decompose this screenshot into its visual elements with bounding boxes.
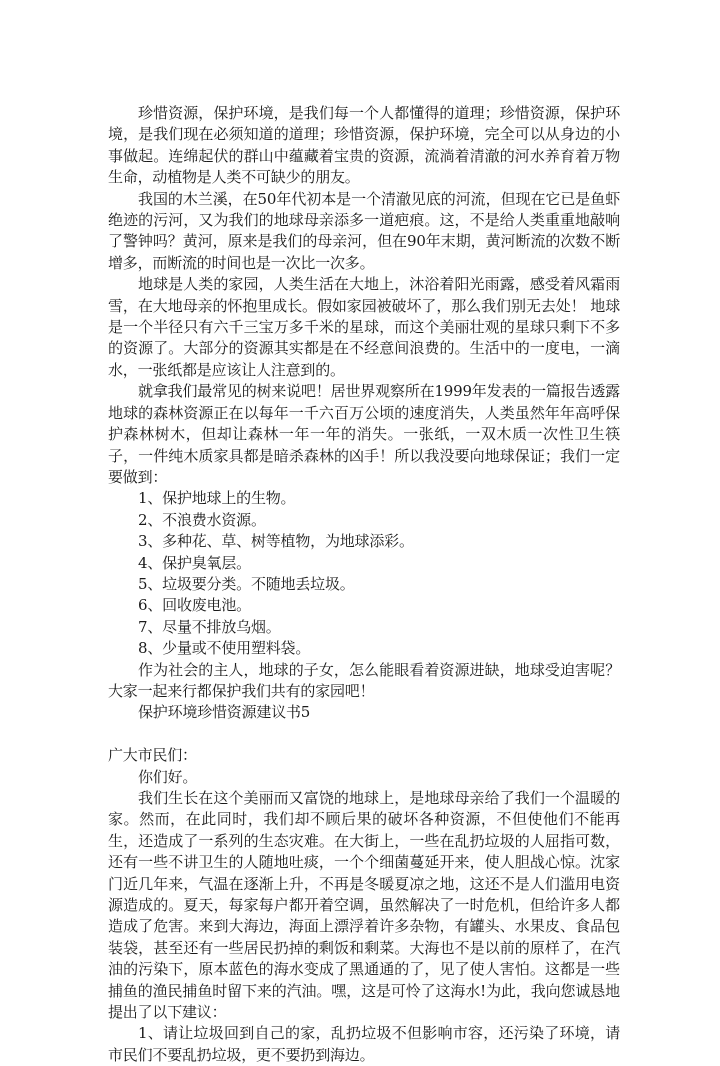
paragraph-2: 我国的木兰溪，在50年代初本是一个清澈见底的河流，但现在它已是鱼虾绝迹的污河，又为我们的地球母亲添多一道疤痕。这，不是给人类重重地敲响了警钟吗？黄河，原来是我们的母亲河，但在90年末期，黄河断流的次数不断增多，而断流的时间也是一次比一次多。 xyxy=(108,189,620,272)
greeting: 你们好。 xyxy=(138,767,198,786)
blank-line xyxy=(108,724,620,745)
pledge-list xyxy=(108,488,620,659)
list-item: 8、少量或不使用塑料袋。 xyxy=(138,639,311,658)
list-item: 7、尽量不排放乌烟。 xyxy=(138,617,281,636)
closing-paragraph: 作为社会的主人，地球的子女，怎么能眼看着资源进缺，地球受迫害呢？大家一起来行都保护我们共有的家园吧！ xyxy=(108,660,620,700)
section-title: 保护环境珍惜资源建议书5 xyxy=(138,703,311,722)
document-page xyxy=(108,103,620,1066)
list-item: 6、回收废电池。 xyxy=(138,596,251,615)
list-item: 2、不浪费水资源。 xyxy=(138,510,266,529)
paragraph-5: 我们生长在这个美丽而又富饶的地球上，是地球母亲给了我们一个温暖的家。然而，在此同时，我们却不顾后果的破坏各种资源，不但使他们不能再生，还造成了一系列的生态灾难。在大街上，一些在乱扔垃圾的人屈指可数，还有一些不讲卫生的人随地吐痰，一个个细菌蔓延开来，使人胆战心惊。沈家门近几年来，气温在逐渐上升，不再是冬暖夏凉之地，这还不是人们滥用电资源造成的。夏天，每家每户都开着空调，虽然解决了一时危机，但给许多人都造成了危害。来到大海边，海面上漂浮着许多杂物，有罐头、水果皮、食品包装袋，甚至还有一些居民扔掉的剩饭和剩菜。大海也不是以前的原样了，在汽油的污染下，原本蓝色的海水变成了黑通通的了，见了使人害怕。这都是一些捕鱼的渔民捕鱼时留下来的汽油。嘿，这是可怜了这海水!为此，我向您诚恳地提出了以下建议： xyxy=(108,788,620,1022)
paragraph-4: 就拿我们最常见的树来说吧！居世界观察所在1999年发表的一篇报告透露地球的森林资源正在以每年一千六百万公顷的速度消失，人类虽然年年高呼保护森林树木，但却让森林一年一年的消失。一张纸，一双木质一次性卫生筷子，一件纯木质家具都是暗杀森林的凶手！所以我没要向地球保证；我们一定要做到： xyxy=(108,382,620,486)
paragraph-3: 地球是人类的家园，人类生活在大地上，沐浴着阳光雨露，感受着风霜雨雪，在大地母亲的怀抱里成长。假如家园被破坏了，那么我们别无去处！ 地球是一个半径只有六千三宝万多千米的星球，而这个美丽壮观的星球只剩下不多的资源了。大部分的资源其实都是在不经意间浪费的。生活中的一度电，一滴水，一张纸都是应该让人注意到的。 xyxy=(108,275,620,379)
paragraph-1: 珍惜资源，保护环境，是我们每一个人都懂得的道理；珍惜资源，保护环境，是我们现在必须知道的道理；珍惜资源，保护环境，完全可以从身边的小事做起。连绵起伏的群山中蕴藏着宝贵的资源，流淌着清澈的河水养育着万物生命，动植物是人类不可缺少的朋友。 xyxy=(108,104,620,187)
list-item: 4、保护臭氧层。 xyxy=(138,553,251,572)
list-item: 5、垃圾要分类。不随地丢垃圾。 xyxy=(138,574,355,593)
list-item: 3、多种花、草、树等植物，为地球添彩。 xyxy=(138,532,414,551)
salutation: 广大市民们： xyxy=(108,746,197,765)
list-item: 1、保护地球上的生物。 xyxy=(138,489,296,508)
paragraph-6: 1、请让垃圾回到自己的家，乱扔垃圾不但影响市容，还污染了环境，请市民们不要乱扔垃圾，更不要扔到海边。 xyxy=(108,1024,620,1064)
